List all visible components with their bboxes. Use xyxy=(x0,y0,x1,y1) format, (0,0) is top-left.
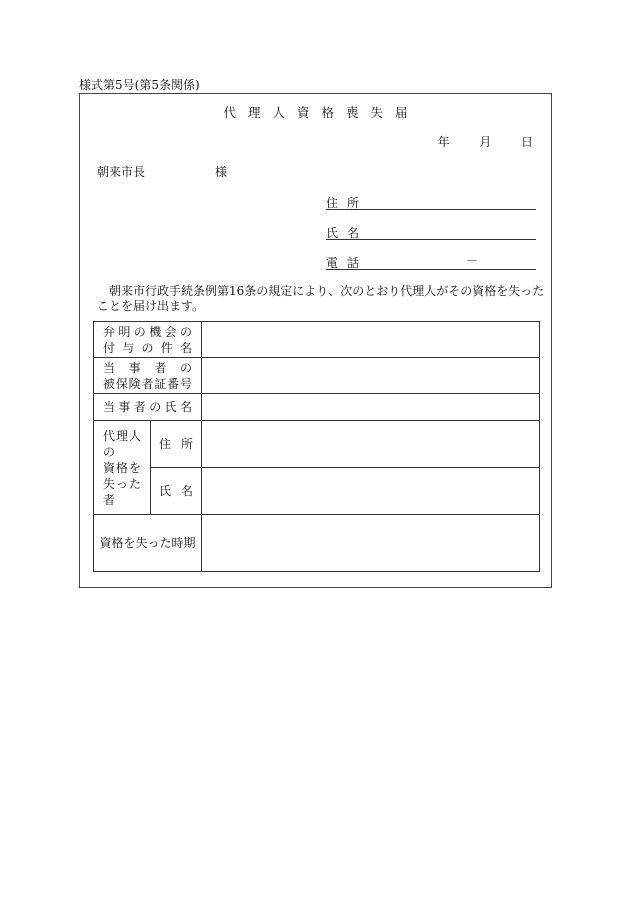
insured-number-label: 当事者の 被保険者証番号 xyxy=(94,358,202,394)
insured-number-value[interactable] xyxy=(202,358,540,394)
applicant-name-field[interactable] xyxy=(326,224,536,240)
addressee xyxy=(97,163,228,180)
agent-address-label: 住所 xyxy=(151,421,202,468)
lost-date-label: 資格を失った時期 xyxy=(94,515,202,572)
details-table xyxy=(93,321,540,572)
party-name-label: 当事者の氏名 xyxy=(94,394,202,421)
applicant-phone-label: 電話 xyxy=(326,256,369,270)
submission-date xyxy=(438,133,533,150)
lost-date-value[interactable] xyxy=(202,515,540,572)
agent-name-label: 氏名 xyxy=(151,468,202,515)
party-name-value[interactable] xyxy=(202,394,540,421)
hearing-subject-label: 弁明の機会の 付与の件名 xyxy=(94,322,202,358)
hearing-subject-value[interactable] xyxy=(202,322,540,358)
addressee-name: 朝来市長 xyxy=(97,165,146,179)
date-month-label: 月 xyxy=(479,135,492,149)
date-day-label: 日 xyxy=(520,135,533,149)
addressee-honorific: 様 xyxy=(215,165,228,179)
statement-text: 朝来市行政手続条例第16条の規定により、次のとおり代理人がその資格を失ったことを届け出ます。 xyxy=(97,284,545,313)
agent-label: 代理人の 資格を 失った者 xyxy=(94,421,151,515)
form-number: 様式第5号(第5条関係) xyxy=(79,78,200,92)
applicant-address-field[interactable] xyxy=(326,194,536,210)
applicant-name-label: 氏名 xyxy=(326,226,369,240)
date-year-label: 年 xyxy=(437,135,450,149)
agent-name-value[interactable] xyxy=(202,468,540,515)
form-title: 代理人資格喪失届 xyxy=(223,105,420,120)
phone-separator: － xyxy=(466,254,479,268)
applicant-phone-field[interactable] xyxy=(326,254,536,270)
form-frame xyxy=(79,93,552,588)
agent-address-value[interactable] xyxy=(202,421,540,468)
applicant-address-label: 住所 xyxy=(326,196,369,210)
